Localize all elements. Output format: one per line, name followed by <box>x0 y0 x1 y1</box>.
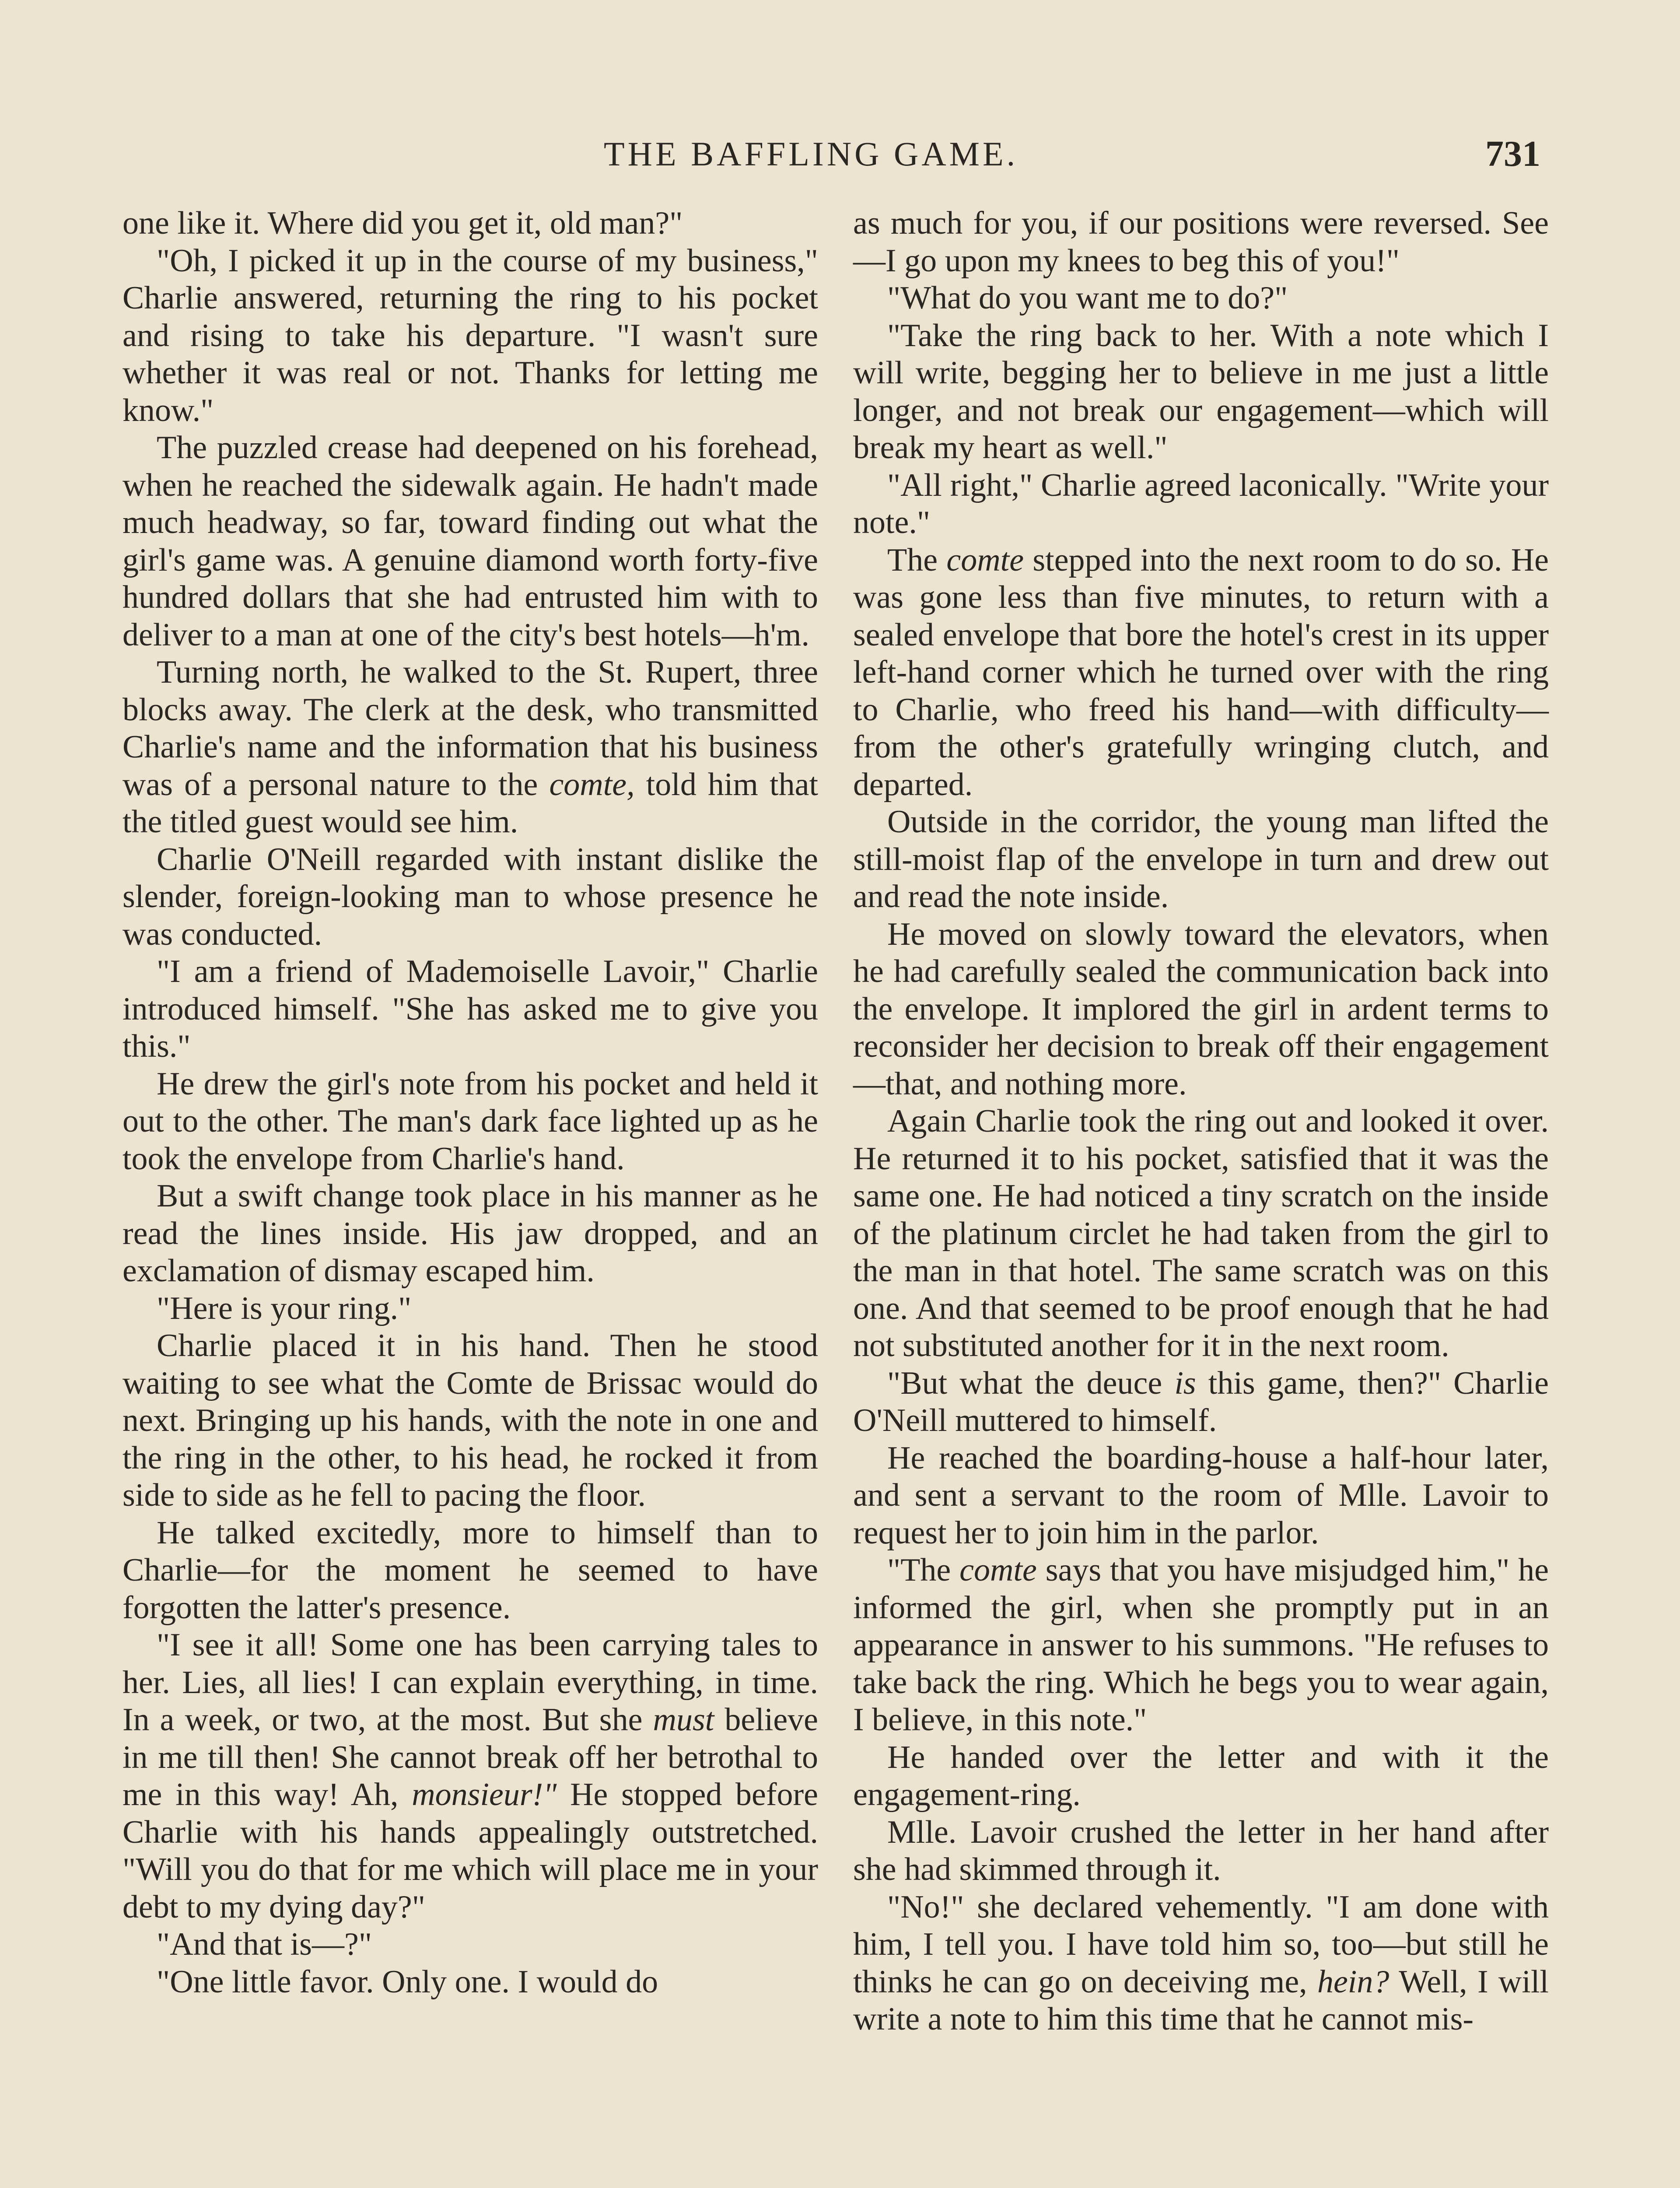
paragraph <box>122 1627 818 1926</box>
text-run: "I see it all! Some one has been carrying tales to her. Lies, all lies! I can explain everything, in time. In a week, or two, at the most. But she <box>122 1627 818 1738</box>
paragraph <box>122 1066 818 1178</box>
paragraph <box>853 467 1549 542</box>
text-run: "And that is—?" <box>157 1926 372 1962</box>
paragraph <box>122 1327 818 1515</box>
italic-text: monsieur!" <box>412 1777 557 1813</box>
text-column-right <box>853 205 1549 2038</box>
text-run: He moved on slowly toward the elevators, when he had carefully sealed the communication back into the envelope. It implored the girl in ardent terms to reconsider her decision to break off their engagement —that, and nothing more. <box>853 916 1549 1102</box>
page-number: 731 <box>1485 133 1540 174</box>
text-run: The puzzled crease had deepened on his forehead, when he reached the sidewalk again. He hadn't made much headway, so far, toward finding out what the girl's game was. A genuine diamond worth forty-five hundred dollars that she had entrusted him with to deliver to a man at one of the city's best hotels—h'm. <box>122 430 818 653</box>
text-run: "Take the ring back to her. With a note which I will write, begging her to believe in me just a little longer, and not break our engagement—which will break my heart as well." <box>853 317 1549 466</box>
text-run: Again Charlie took the ring out and looked it over. He returned it to his pocket, satisfied that it was the same one. He had noticed a tiny scratch on the inside of the platinum circlet he had taken from the girl to the man in that hotel. The same scratch was on this one. And that seemed to be proof enough that he had not substituted another for it in the next room. <box>853 1103 1549 1364</box>
paragraph <box>122 654 818 841</box>
text-run: stepped into the next room to do so. He was gone less than five minutes, to return with a sealed envelope that bore the hotel's crest in its upper left-hand corner which he turned over with the ring to Charlie, who freed his hand—with difficulty—from the other's gratefully wringing clutch, and departed. <box>853 542 1549 803</box>
paragraph <box>853 1889 1549 2038</box>
text-run: "One little favor. Only one. I would do <box>157 1964 658 2000</box>
text-run: "No!" she declared vehemently. "I am done with him, I tell you. I have told him so, too—but still he thinks he can go on deceiving me, <box>853 1889 1549 2000</box>
paragraph <box>122 1926 818 1964</box>
paragraph <box>853 317 1549 467</box>
paragraph <box>122 1964 818 2001</box>
text-run: He reached the boarding-house a half-hour later, and sent a servant to the room of Mlle. Lavoir to request her to join him in the parlor. <box>853 1440 1549 1551</box>
paragraph <box>853 1103 1549 1365</box>
paragraph <box>122 1290 818 1328</box>
paragraph <box>122 841 818 954</box>
text-run: Outside in the corridor, the young man lifted the still-moist flap of the envelope in turn and drew out and read the note inside. <box>853 804 1549 915</box>
paragraph <box>853 280 1549 317</box>
text-run: "But what the deuce <box>887 1365 1175 1401</box>
text-run: But a swift change took place in his manner as he read the lines inside. His jaw dropped, and an exclamation of dismay escaped him. <box>122 1178 818 1289</box>
paragraph <box>853 916 1549 1103</box>
running-head <box>0 128 1680 180</box>
text-run: He handed over the letter and with it the engagement-ring. <box>853 1739 1549 1813</box>
italic-text: must <box>653 1702 714 1738</box>
paragraph <box>122 205 818 242</box>
text-run: "The <box>887 1552 960 1588</box>
running-title: THE BAFFLING GAME. <box>604 135 1018 173</box>
text-run: Turning north, he walked to the St. Rupert, three blocks away. The clerk at the desk, who transmitted Charlie's name and the information that his business was of a personal nature to the <box>122 654 818 803</box>
paragraph <box>853 803 1549 916</box>
text-run: "Oh, I picked it up in the course of my business," Charlie answered, returning the ring to his pocket and rising to take his departure. "I wasn't sure whether it was real or not. Thanks for letting me know." <box>122 242 818 428</box>
italic-text: is <box>1174 1365 1196 1401</box>
text-run: told him that the titled guest would see him. <box>122 766 818 840</box>
paragraph <box>853 1440 1549 1552</box>
text-run: Charlie O'Neill regarded with instant dislike the slender, foreign-looking man to whose presence he was conducted. <box>122 841 818 952</box>
italic-text: hein? <box>1317 1964 1390 2000</box>
text-column-left <box>122 205 818 2001</box>
text-run: "All right," Charlie agreed laconically. "Write your note." <box>853 467 1549 540</box>
text-run: "I am a friend of Mademoiselle Lavoir," Charlie introduced himself. "She has asked me to give you this." <box>122 954 818 1064</box>
text-run: "Here is your ring." <box>157 1290 412 1326</box>
paragraph <box>122 1515 818 1627</box>
text-run: Well, I will write a note to him this time that he cannot mis- <box>853 1964 1549 2037</box>
text-run: believe in me till then! She cannot break off her betrothal to me in this way! Ah, <box>122 1702 819 1813</box>
paragraph <box>853 542 1549 804</box>
italic-text: comte, <box>549 766 635 803</box>
paragraph <box>122 1178 818 1290</box>
paragraph <box>122 953 818 1066</box>
italic-text: comte <box>959 1552 1037 1588</box>
text-run: as much for you, if our positions were reversed. See—I go upon my knees to beg this of you!" <box>853 205 1549 279</box>
paragraph <box>853 1739 1549 1814</box>
text-run: "What do you want me to do?" <box>887 280 1288 316</box>
text-run: this game, then?" Charlie O'Neill muttered to himself. <box>853 1365 1549 1438</box>
text-run: says that you have misjudged him," he informed the girl, when she promptly put in an appearance in answer to his summons. "He refuses to take back the ring. Which he begs you to wear again, I believe, in this note." <box>853 1552 1549 1738</box>
text-run: Mlle. Lavoir crushed the letter in her hand after she had skimmed through it. <box>853 1814 1549 1887</box>
text-run: He talked excitedly, more to himself than to Charlie—for the moment he seemed to have forgotten the latter's presence. <box>122 1515 818 1626</box>
italic-text: comte <box>946 542 1024 578</box>
text-run: He stopped before Charlie with his hands appealingly outstretched. "Will you do that for me which will place me in your debt to my dying day?" <box>122 1777 819 1925</box>
text-run: The <box>887 542 947 578</box>
text-run: one like it. Where did you get it, old man?" <box>122 205 683 241</box>
paragraph <box>122 242 818 430</box>
paragraph <box>853 1365 1549 1440</box>
paragraph <box>853 1814 1549 1889</box>
paragraph <box>122 429 818 654</box>
paragraph <box>853 1552 1549 1739</box>
text-run: He drew the girl's note from his pocket and held it out to the other. The man's dark face lighted up as he took the envelope from Charlie's hand. <box>122 1066 818 1177</box>
text-run: Charlie placed it in his hand. Then he stood waiting to see what the Comte de Brissac would do next. Bringing up his hands, with the note in one and the ring in the other, to his head, he rocked it from side to side as he fell to pacing the floor. <box>122 1328 818 1513</box>
paragraph <box>853 205 1549 280</box>
